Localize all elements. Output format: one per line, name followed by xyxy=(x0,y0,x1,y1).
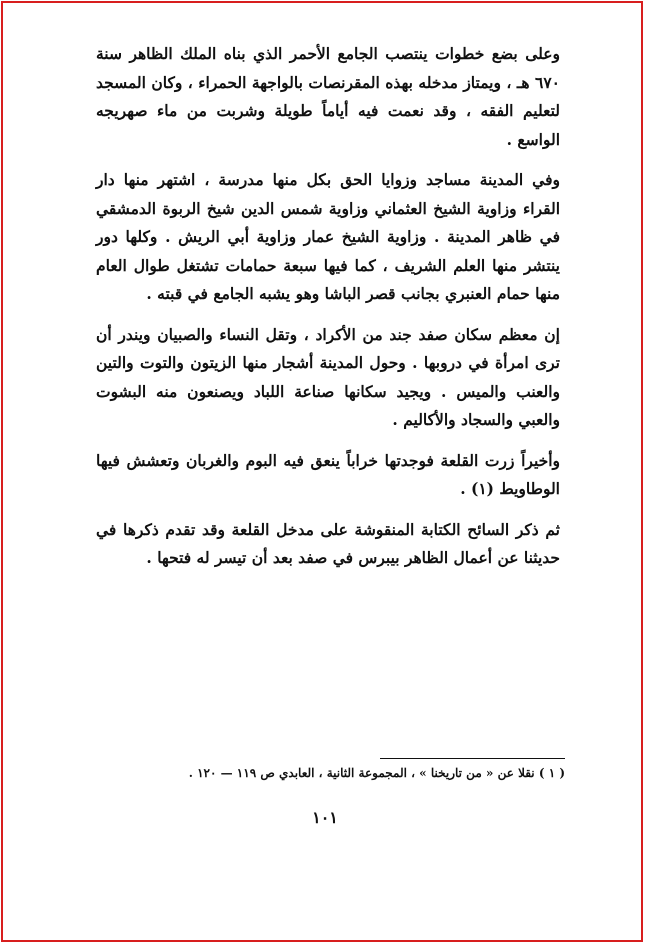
footnote: ( ١ ) نقلا عن « من تاريخنا » ، المجموعة الثانية ، العابدي ص ١١٩ — ١٢٠ . xyxy=(188,766,565,780)
book-page-body xyxy=(96,40,560,585)
paragraph-inhabitants: إن معظم سكان صفد جند من الأكراد ، وتقل النساء والصبيان ويندر أن ترى امرأة في دروبها . وحول المدينة أشجار منها الزيتون والتوت والتين والعنب والميس . ويجيد سكانها صناعة اللباد ويصنعون منه البشوت والعبي والسجاد والأكاليم . xyxy=(96,324,560,429)
paragraph-inscription: ثم ذكر السائح الكتابة المنقوشة على مدخل القلعة وقد تقدم ذكرها في حديثنا عن أعمال الظاهر بيبرس في صفد بعد أن تيسر له فتحها . xyxy=(96,519,560,567)
page-number: ١٠١ xyxy=(312,808,338,827)
paragraph-red-mosque: وعلى بضع خطوات ينتصب الجامع الأحمر الذي بناه الملك الظاهر سنة ٦٧٠ هـ ، ويمتاز مدخله بهذه المقرنصات بالواجهة الحمراء ، وكان المسجد لتعليم الفقه ، وقد نعمت فيه أياماً طويلة وشربت من ماء صهريجه الواسع . xyxy=(96,44,560,149)
paragraph-mosques-and-baths: وفي المدينة مساجد وزوايا الحق بكل منها مدرسة ، اشتهر منها دار القراء وزاوية الشيخ العثماني وزاوية شمس الدين شيخ الربوة الدمشقي في ظاهر المدينة . وزاوية الشيخ عمار وزاوية أبي الريش . وكلها دور ينتشر منها العلم الشريف ، كما فيها سبعة حمامات تشتغل طوال العام منها حمام العنبري بجانب قصر الباشا وهو يشبه الجامع في قبته . xyxy=(96,170,560,303)
paragraph-citadel: وأخيراً زرت القلعة فوجدتها خراباً ينعق فيه البوم والغربان وتعشش فيها الوطاويط (١) . xyxy=(96,450,560,498)
footnote-divider xyxy=(380,758,565,759)
